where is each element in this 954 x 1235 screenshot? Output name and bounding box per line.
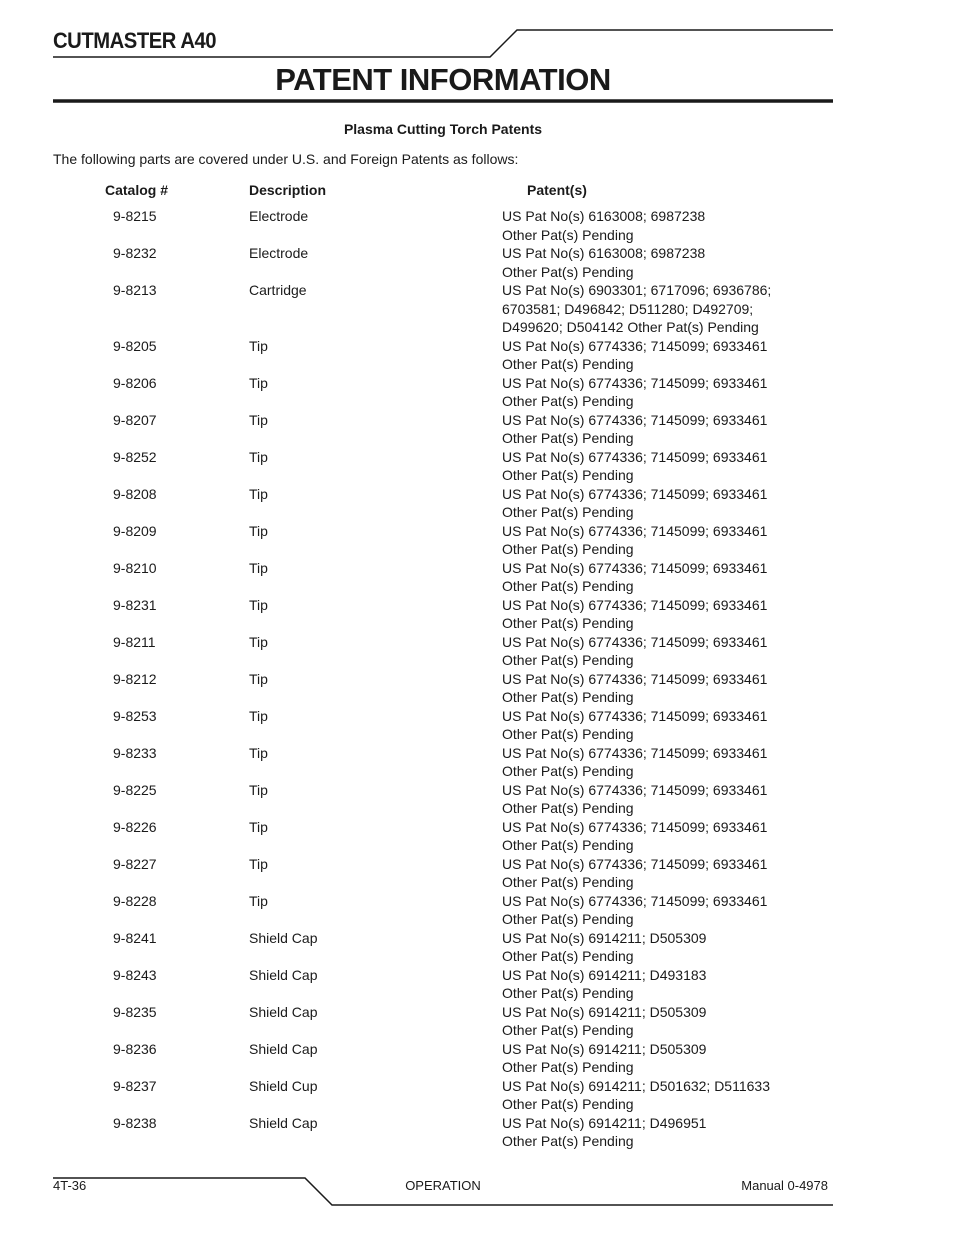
catalog-number: 9-8212 — [113, 670, 157, 687]
patent-numbers: US Pat No(s) 6774336; 7145099; 6933461 Other Pat(s) Pending — [502, 670, 768, 705]
patent-numbers: US Pat No(s) 6774336; 7145099; 6933461 Other Pat(s) Pending — [502, 744, 768, 779]
footer-section: OPERATION — [405, 1178, 481, 1193]
table-row — [0, 966, 954, 1003]
part-description: Tip — [249, 522, 268, 539]
table-row — [0, 448, 954, 485]
catalog-number: 9-8226 — [113, 818, 157, 835]
patent-numbers: US Pat No(s) 6774336; 7145099; 6933461 Other Pat(s) Pending — [502, 818, 768, 853]
part-description: Tip — [249, 855, 268, 872]
part-description: Tip — [249, 818, 268, 835]
patent-numbers: US Pat No(s) 6774336; 7145099; 6933461 Other Pat(s) Pending — [502, 522, 768, 557]
catalog-number: 9-8215 — [113, 208, 157, 224]
catalog-number: 9-8252 — [113, 448, 157, 465]
part-description: Shield Cup — [249, 1077, 318, 1094]
catalog-number: 9-8206 — [113, 374, 157, 391]
patent-numbers: US Pat No(s) 6774336; 7145099; 6933461 Other Pat(s) Pending — [502, 781, 768, 816]
catalog-number: 9-8232 — [113, 245, 157, 261]
patent-numbers: US Pat No(s) 6914211; D501632; D511633 Other Pat(s) Pending — [502, 1077, 770, 1112]
catalog-number: 9-8238 — [113, 1114, 157, 1131]
table-row — [0, 855, 954, 892]
table-row — [0, 411, 954, 448]
table-row — [0, 281, 954, 337]
intro-text: The following parts are covered under U.S. and Foreign Patents as follows: — [53, 151, 519, 167]
table-row — [0, 374, 954, 411]
catalog-number: 9-8207 — [113, 411, 157, 428]
patent-numbers: US Pat No(s) 6774336; 7145099; 6933461 Other Pat(s) Pending — [502, 633, 768, 668]
part-description: Shield Cap — [249, 966, 318, 983]
table-row — [0, 633, 954, 670]
table-row — [0, 596, 954, 633]
table-row — [0, 337, 954, 374]
table-row — [0, 522, 954, 559]
table-row — [0, 670, 954, 707]
patent-numbers: US Pat No(s) 6163008; 6987238 Other Pat(s) Pending — [502, 208, 706, 243]
part-description: Electrode — [249, 208, 309, 224]
table-row — [0, 707, 954, 744]
table-row — [0, 485, 954, 522]
table-row — [0, 244, 954, 281]
part-description: Tip — [249, 744, 268, 761]
patent-numbers: US Pat No(s) 6774336; 7145099; 6933461 Other Pat(s) Pending — [502, 707, 768, 742]
table-row — [0, 929, 954, 966]
patent-numbers: US Pat No(s) 6914211; D505309 Other Pat(s) Pending — [502, 929, 707, 964]
catalog-number: 9-8243 — [113, 966, 157, 983]
part-description: Tip — [249, 337, 268, 354]
column-header-description: Description — [249, 182, 327, 198]
part-description: Tip — [249, 892, 268, 909]
table-row — [0, 1040, 954, 1077]
part-description: Cartridge — [249, 282, 307, 298]
catalog-number: 9-8208 — [113, 485, 157, 502]
part-description: Tip — [249, 633, 268, 650]
table-row — [0, 818, 954, 855]
patent-numbers: US Pat No(s) 6774336; 7145099; 6933461 Other Pat(s) Pending — [502, 596, 768, 631]
part-description: Tip — [249, 411, 268, 428]
part-description: Shield Cap — [249, 1003, 318, 1020]
catalog-number: 9-8205 — [113, 337, 157, 354]
catalog-number: 9-8209 — [113, 522, 157, 539]
patent-numbers: US Pat No(s) 6914211; D505309 Other Pat(s) Pending — [502, 1040, 707, 1075]
page-title: PATENT INFORMATION — [275, 62, 611, 97]
catalog-number: 9-8227 — [113, 855, 157, 872]
part-description: Electrode — [249, 245, 309, 261]
column-header-patents: Patent(s) — [527, 182, 587, 198]
table-row — [0, 207, 954, 244]
table-row — [0, 744, 954, 781]
product-name: CUTMASTER A40 — [53, 28, 217, 53]
patent-numbers: US Pat No(s) 6914211; D505309 Other Pat(s) Pending — [502, 1003, 707, 1038]
catalog-number: 9-8213 — [113, 282, 157, 298]
table-row — [0, 1003, 954, 1040]
patent-numbers: US Pat No(s) 6774336; 7145099; 6933461 Other Pat(s) Pending — [502, 559, 768, 594]
catalog-number: 9-8235 — [113, 1003, 157, 1020]
catalog-number: 9-8211 — [113, 633, 156, 650]
part-description: Shield Cap — [249, 929, 318, 946]
part-description: Shield Cap — [249, 1114, 318, 1131]
patent-numbers: US Pat No(s) 6774336; 7145099; 6933461 Other Pat(s) Pending — [502, 485, 768, 520]
manual-number: Manual 0-4978 — [741, 1178, 828, 1193]
catalog-number: 9-8210 — [113, 559, 157, 576]
patent-numbers: US Pat No(s) 6774336; 7145099; 6933461 Other Pat(s) Pending — [502, 855, 768, 890]
patent-table — [0, 207, 954, 1151]
catalog-number: 9-8233 — [113, 744, 157, 761]
column-header-catalog: Catalog # — [105, 182, 169, 198]
catalog-number: 9-8231 — [113, 596, 157, 613]
patent-numbers: US Pat No(s) 6163008; 6987238 Other Pat(s) Pending — [502, 245, 706, 280]
part-description: Tip — [249, 596, 268, 613]
catalog-number: 9-8237 — [113, 1077, 157, 1094]
patent-numbers: US Pat No(s) 6914211; D496951 Other Pat(s) Pending — [502, 1114, 707, 1149]
catalog-number: 9-8241 — [113, 929, 157, 946]
catalog-number: 9-8225 — [113, 781, 157, 798]
table-row — [0, 1114, 954, 1151]
part-description: Tip — [249, 781, 268, 798]
table-row — [0, 559, 954, 596]
patent-numbers: US Pat No(s) 6774336; 7145099; 6933461 Other Pat(s) Pending — [502, 374, 768, 409]
patent-numbers: US Pat No(s) 6903301; 6717096; 6936786; 6703581; D496842; D511280; D492709; D499620; D504142 Other Pat(s) Pending — [502, 282, 772, 335]
part-description: Tip — [249, 485, 268, 502]
table-row — [0, 781, 954, 818]
catalog-number: 9-8236 — [113, 1040, 157, 1057]
patent-numbers: US Pat No(s) 6774336; 7145099; 6933461 Other Pat(s) Pending — [502, 411, 768, 446]
patent-numbers: US Pat No(s) 6774336; 7145099; 6933461 Other Pat(s) Pending — [502, 892, 768, 927]
patent-numbers: US Pat No(s) 6774336; 7145099; 6933461 Other Pat(s) Pending — [502, 448, 768, 483]
section-heading: Plasma Cutting Torch Patents — [343, 121, 543, 137]
part-description: Shield Cap — [249, 1040, 318, 1057]
table-row — [0, 892, 954, 929]
part-description: Tip — [249, 559, 268, 576]
part-description: Tip — [249, 670, 268, 687]
catalog-number: 9-8228 — [113, 892, 157, 909]
patent-numbers: US Pat No(s) 6774336; 7145099; 6933461 Other Pat(s) Pending — [502, 337, 768, 372]
part-description: Tip — [249, 448, 268, 465]
patent-numbers: US Pat No(s) 6914211; D493183 Other Pat(s) Pending — [502, 966, 707, 1001]
table-row — [0, 1077, 954, 1114]
catalog-number: 9-8253 — [113, 707, 157, 724]
part-description: Tip — [249, 374, 268, 391]
part-description: Tip — [249, 707, 268, 724]
page-number: 4T-36 — [53, 1178, 87, 1193]
